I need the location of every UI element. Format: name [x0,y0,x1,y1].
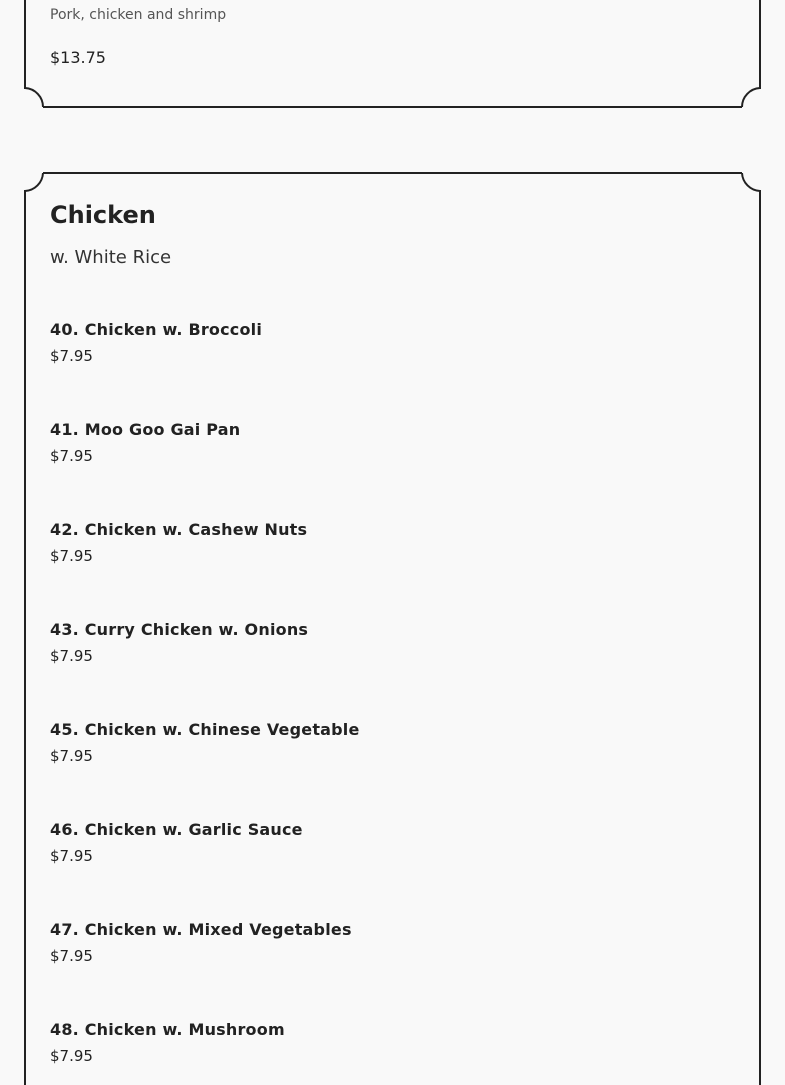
chicken-section-card [24,172,761,1085]
menu-item[interactable] [50,1020,735,1085]
menu-item-card [24,0,761,108]
menu-item-price: $7.95 [50,1047,93,1065]
menu-item-price: $7.95 [50,747,93,765]
menu-item-list [50,320,735,1085]
menu-item-name: 46. Chicken w. Garlic Sauce [50,820,303,839]
menu-item[interactable] [50,920,735,1020]
menu-item-name: 43. Curry Chicken w. Onions [50,620,309,639]
menu-item-price: $7.95 [50,347,93,365]
menu-item-name: 41. Moo Goo Gai Pan [50,420,241,439]
menu-item[interactable] [50,520,735,620]
menu-item-price: $7.95 [50,547,93,565]
item-description: Pork, chicken and shrimp [50,7,227,23]
section-subtitle: w. White Rice [50,247,172,268]
menu-item-price: $7.95 [50,647,93,665]
menu-item[interactable] [50,720,735,820]
menu-item-price: $7.95 [50,847,93,865]
menu-item-price: $7.95 [50,947,93,965]
item-price: $13.75 [50,48,106,67]
section-title: Chicken [50,201,156,229]
menu-item[interactable] [50,620,735,720]
menu-item-price: $7.95 [50,447,93,465]
menu-item[interactable] [50,420,735,520]
menu-item-name: 45. Chicken w. Chinese Vegetable [50,720,360,739]
menu-item[interactable] [50,820,735,920]
menu-item[interactable] [50,320,735,420]
menu-item-name: 42. Chicken w. Cashew Nuts [50,520,308,539]
menu-item-name: 48. Chicken w. Mushroom [50,1020,285,1039]
menu-item-name: 47. Chicken w. Mixed Vegetables [50,920,352,939]
menu-item-name: 40. Chicken w. Broccoli [50,320,263,339]
